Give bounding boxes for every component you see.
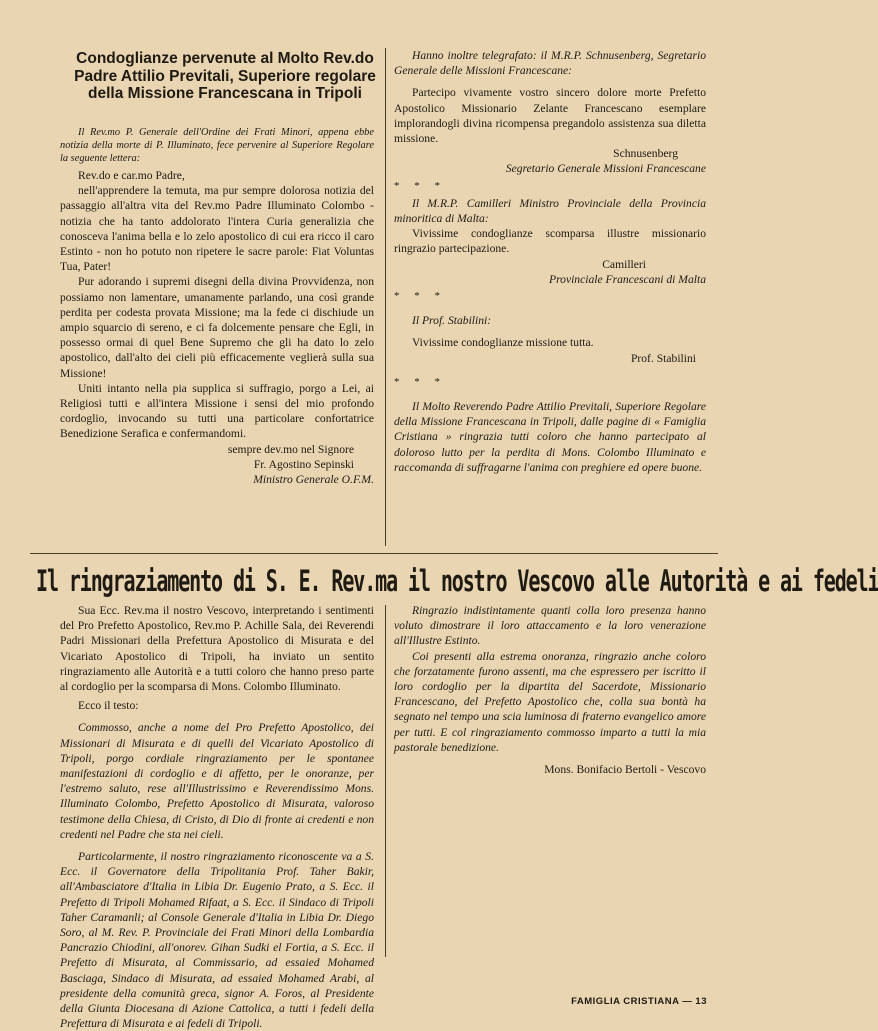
telegram-message: Partecipo vivamente vostro sincero dolore morte Prefetto Apostolico Missionario Zelante Francescano esemplare implorandogli divina ricompensa pregandolo assistenza sua diletta missione. bbox=[394, 86, 706, 146]
letter-signer: Fr. Agostino Sepinski bbox=[253, 457, 354, 471]
letter-closing: sempre dev.mo nel Signore bbox=[227, 442, 354, 456]
telegram-message: Vivissime condoglianze scomparsa illustre missionario ringrazio partecipazione. bbox=[394, 227, 706, 256]
telegram-intro: Il Prof. Stabilini: bbox=[412, 314, 492, 328]
article2-left-column bbox=[60, 603, 374, 1031]
column-divider bbox=[385, 605, 386, 957]
letter-paragraph: Pur adorando i supremi disegni della divina Provvidenza, non possiamo non lamentare, umanamente parlando, una così grande perdita per codesta provata Missione; ma la fede ci dischiude un ampio squarcio di sereno, e ci fa dolcemente pensare che Egli, in possesso ormai di quel Bene Supremo che gli ha dato lo zelo apostolico, dall'alto dei cieli più efficacemente veglierà sulla sua Missione! bbox=[60, 275, 374, 380]
column-divider bbox=[385, 48, 386, 546]
thanks-notice: Il Molto Reverendo Padre Attilio Previtali, Superiore Regolare della Missione Francescana in Tripoli, dalle pagine di « Famiglia Cristiana » ringrazia tutti coloro che hanno partecipato al doloroso lutto per la perdita di Mons. Colombo Illuminato e raccomanda di suffragarne l'anima con preghiere ed opere buone. bbox=[394, 400, 706, 474]
article-paragraph: Ecco il testo: bbox=[78, 699, 139, 713]
telegram-intro: Hanno inoltre telegrafato: il M.R.P. Schnusenberg, Segretario Generale delle Missioni Francescane: bbox=[394, 49, 706, 78]
letter-column bbox=[60, 126, 374, 487]
quoted-paragraph: Ringrazio indistintamente quanti colla loro presenza hanno voluto dimostrare il loro attaccamento e la loro venerazione all'Illustre Estinto. bbox=[394, 604, 706, 648]
telegram-signer-title: Segretario Generale Missioni Francescane bbox=[505, 162, 706, 176]
page-footer: FAMIGLIA CRISTIANA — 13 bbox=[571, 996, 707, 1007]
headline: Il ringraziamento di S. E. Rev.ma il nostro Vescovo alle Autorità e ai fedeli bbox=[36, 563, 878, 599]
separator: * * * bbox=[394, 290, 446, 303]
telegram-signer: Camilleri bbox=[602, 257, 646, 271]
quoted-paragraph: Coi presenti alla estrema onoranza, ringrazio anche coloro che forzatamente furono assenti, ma che espressero per iscritto il loro cordoglio per la dipartita del Sacerdote, Missionario Francescano, del Prefetto Apostolico che, colla sua bontà ha segnato nel tempo una scia luminosa di fraterno evangelico amore per tutti. E col ringraziamento commosso imparto a tutti la mia pastorale benedizione. bbox=[394, 649, 706, 754]
telegram-signer: Schnusenberg bbox=[613, 147, 678, 161]
telegrams-column bbox=[394, 48, 706, 475]
bishop-signature: Mons. Bonifacio Bertoli - Vescovo bbox=[544, 763, 706, 777]
letter-salutation: Rev.do e car.mo Padre, bbox=[78, 169, 185, 182]
article2-right-column bbox=[394, 603, 706, 777]
letter-paragraph: Uniti intanto nella pia supplica si suffragio, porgo a Lei, ai Religiosi tutti e all'intera Missione i sensi del mio profondo cordoglio, invocando su tutti una particolare confortatrice Benedizione Serafica e confermandomi. bbox=[60, 381, 374, 441]
separator: * * * bbox=[394, 179, 446, 192]
separator: * * * bbox=[394, 375, 446, 388]
quoted-paragraph: Commosso, anche a nome del Pro Prefetto Apostolico, dei Missionari di Misurata e di quelli del Vicariato Apostolico di Tripoli, porgo cordiale ringraziamento per le spontanee manifestazioni di cordoglio e di affetto, per le onoranze, per l'estremo saluto, rese all'Illustrissimo e Reverendissimo Mons. Illuminato Colombo, Prefetto Apostolico di Misurata, valoroso testimone della Chiesa, di Cristo, di Dio di fronte ai credenti e non credenti nel Padre che sta nei cieli. bbox=[60, 721, 374, 841]
article-title: Condoglianze pervenute al Molto Rev.do Padre Attilio Previtali, Superiore regolare della Missione Francescana in Tripoli bbox=[74, 50, 376, 102]
quoted-paragraph: Particolarmente, il nostro ringraziamento riconoscente va a S. Ecc. il Governatore della Tripolitania Prof. Taher Bakir, all'Ambasciatore d'Italia in Libia Dr. Eugenio Prato, a S. Ecc. il Prefetto di Tripoli Mohamed Rifaat, a S. Ecc. il Sindaco di Tripoli Taher Caramanli; al Console Generale d'Italia in Libia Dr. Diego Soro, al M. Rev. P. Provinciale dei Frati Minori della Lombardia Pancrazio Chiodini, all'onorev. Gihan Sudki el Fortia, a S. Ecc. il Prefetto di Misurata, al Commissario, ad essaied Mohamed Basciaga, Sindaco di Misurata, ad essaied Mohamed Arabi, al presidente della comunità greca, signor A. Foros, al Presidente della Giunta Diocesana di Azione Cattolica, a tutti i fedeli della Prefettura di Misurata e ai fedeli di Tripoli. bbox=[60, 850, 374, 1031]
letter-signer-title: Ministro Generale O.F.M. bbox=[253, 473, 374, 487]
telegram-signer: Prof. Stabilini bbox=[630, 351, 696, 365]
telegram-signer-title: Provinciale Francescani di Malta bbox=[548, 272, 706, 286]
section-divider bbox=[30, 553, 718, 554]
telegram-intro: Il M.R.P. Camilleri Ministro Provinciale della Provincia minoritica di Malta: bbox=[394, 196, 706, 226]
letter-paragraph: nell'apprendere la temuta, ma pur sempre dolorosa notizia del passaggio all'altra vita del Rev.mo Padre Illuminato Colombo - notizia che ha tanto addolorato l'intera Curia generalizia che conosceva l'anima bella e lo zelo apostolico di cui era ricco il caro Estinto - non ho potuto non ripetere le sacre parole: Fiat Voluntas Tua, Pater! bbox=[60, 184, 374, 274]
telegram-message: Vivissime condoglianze missione tutta. bbox=[412, 336, 594, 350]
article-paragraph: Sua Ecc. Rev.ma il nostro Vescovo, interpretando i sentimenti del Pro Prefetto Apostolico, Rev.mo P. Achille Sala, dei Reverendi Padri Missionari della Prefettura Apostolico di Misurata e del Vicariato Apostolico di Tripoli, ha inviato un sentito ringraziamento alle Autorità e a tutti coloro che hanno preso parte al cordoglio per la scomparsa di Mons. Colombo Illuminato. bbox=[60, 604, 374, 694]
letter-intro: Il Rev.mo P. Generale dell'Ordine dei Frati Minori, appena ebbe notizia della morte di P. Illuminato, fece pervenire al Superiore Regolare la seguente lettera: bbox=[60, 127, 374, 164]
